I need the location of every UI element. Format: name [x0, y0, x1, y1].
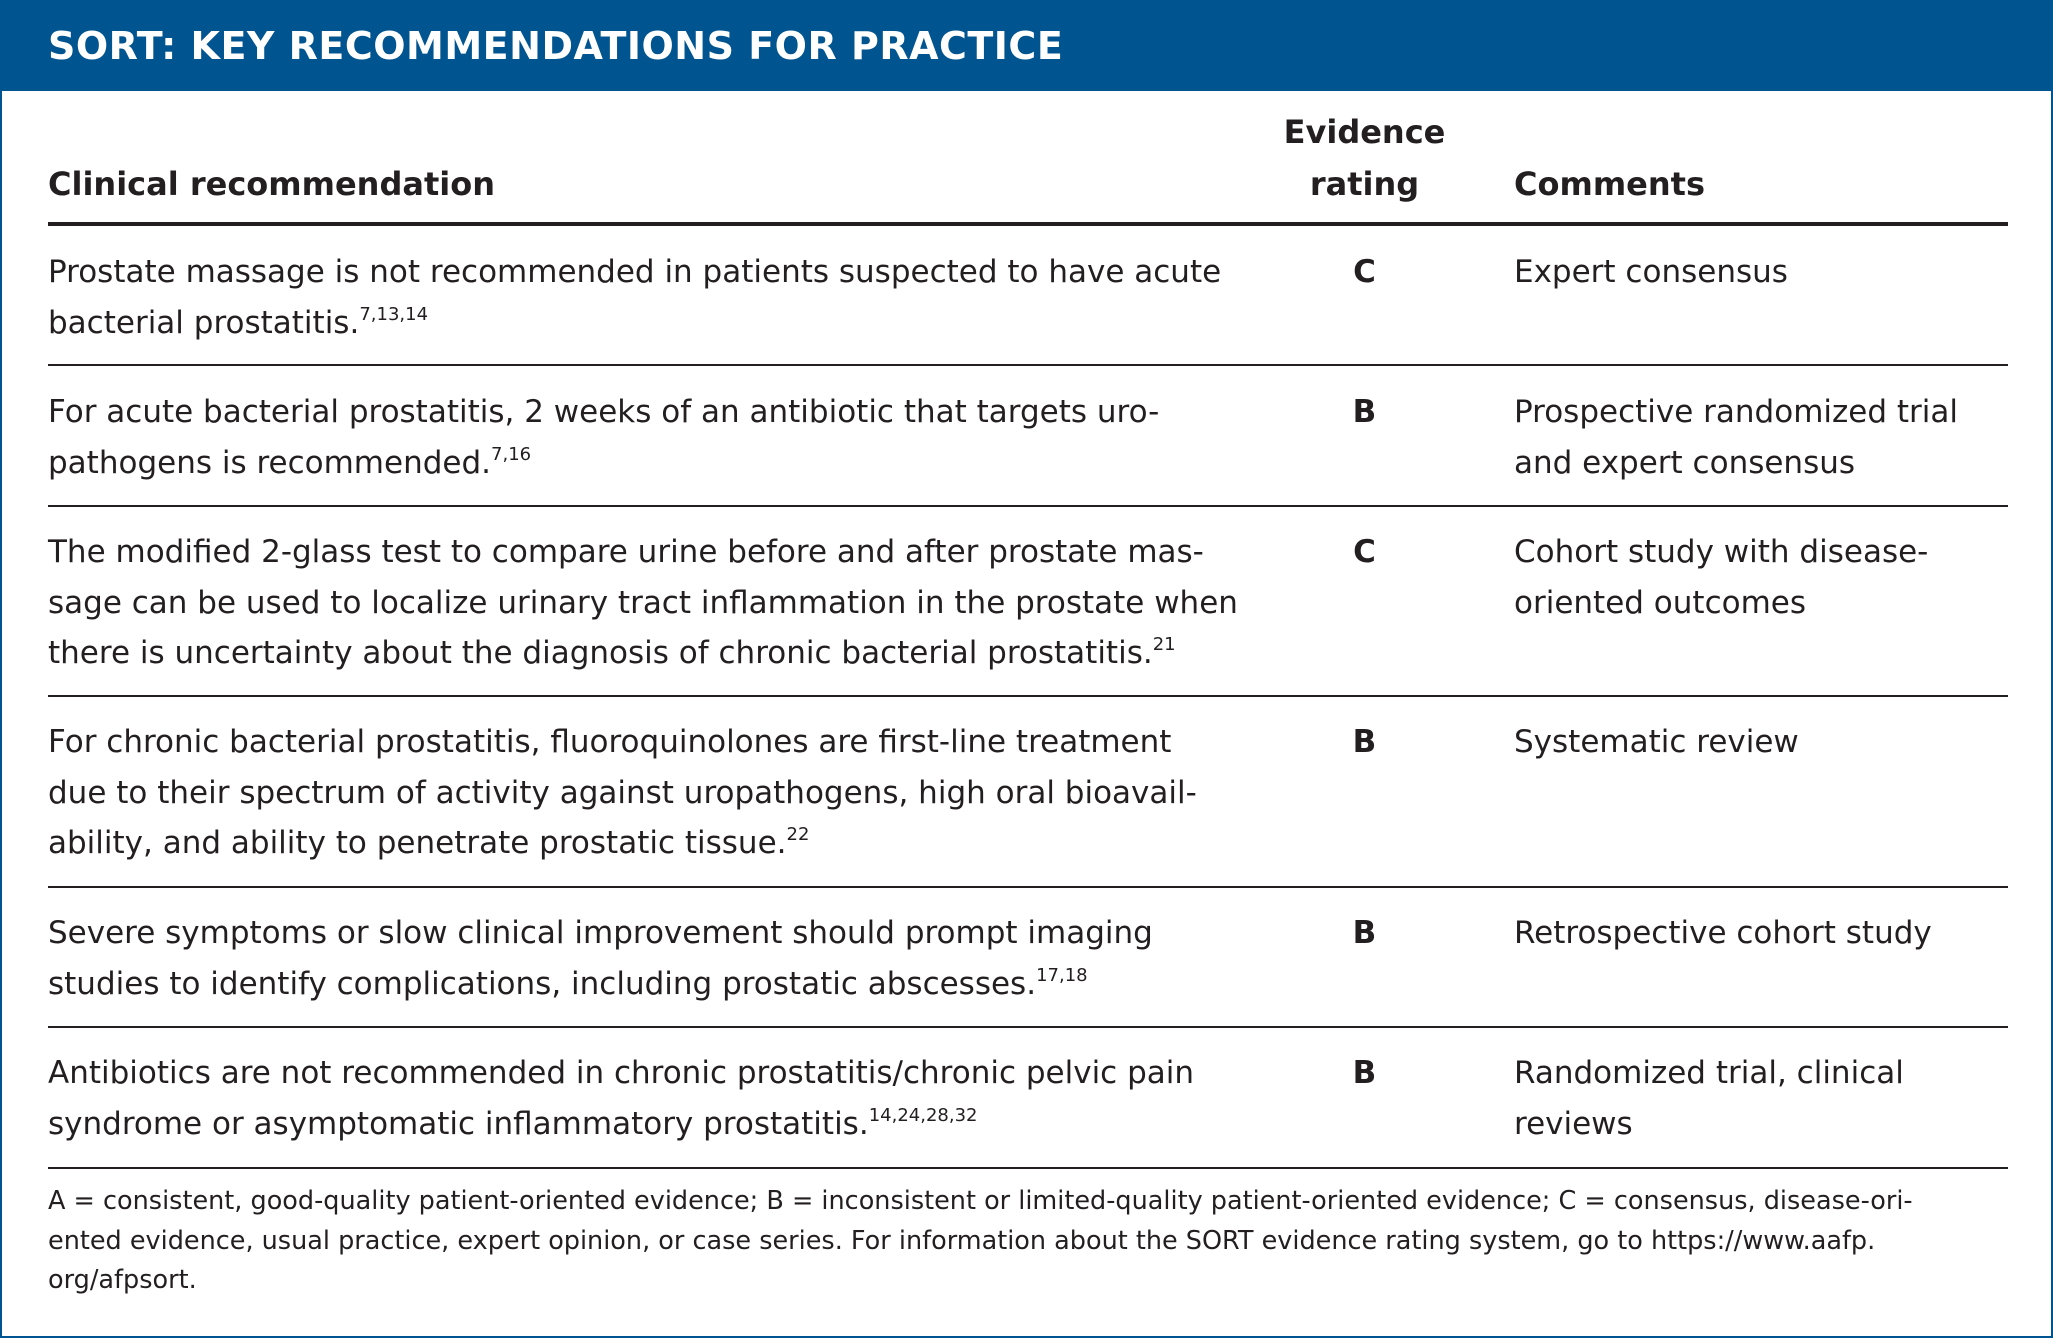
header-evidence-line1: Evidence [1283, 113, 1446, 151]
header-evidence-line2: rating [1309, 165, 1420, 203]
table-row-6-rating: B [1352, 1055, 1377, 1091]
rec-line: Prostate massage is not recommended in patients suspected to have acute [48, 254, 1222, 290]
table-row-5-comment [1514, 908, 2014, 959]
rec-line: bacterial prostatitis.$^{7,13,14}$ [48, 303, 429, 341]
table-row-4-comment [1514, 717, 2014, 768]
table-row-1-comment [1514, 247, 2014, 298]
comment-line: Cohort study with disease- [1514, 534, 1929, 570]
comment-line: Prospective randomized trial [1514, 394, 1959, 430]
reference-superscript: 14,24,28,32 [868, 1104, 978, 1126]
comment-line: Randomized trial, clinical [1514, 1055, 1904, 1091]
rec-line: due to their spectrum of activity against uropathogens, high oral bioavail- [48, 774, 1197, 811]
table-bottom-rule [48, 1167, 2008, 1169]
rec-line: For chronic bacterial prostatitis, fluoroquinolones are first-line treatment [48, 724, 1172, 760]
row-divider [48, 505, 2008, 507]
reference-superscript: 22 [786, 824, 810, 845]
row-divider [48, 695, 2008, 697]
banner-title: SORT: KEY RECOMMENDATIONS FOR PRACTICE [48, 24, 1064, 68]
rec-line: there is uncertainty about the diagnosis of chronic bacterial prostatitis.$^{21}$ [48, 634, 1176, 671]
footnote [48, 1182, 2013, 1301]
header-comments: Comments [1514, 165, 1705, 203]
table-row-2-comment [1514, 387, 2014, 488]
table-row-4-recommendation [48, 717, 1248, 869]
rec-line: Severe symptoms or slow clinical improvement should prompt imaging [48, 915, 1153, 951]
row-divider [48, 364, 2008, 366]
header-evidence-rating [1202, 106, 1527, 210]
header-rule [48, 222, 2008, 226]
table-row-6-comment [1514, 1048, 2014, 1149]
rec-line: syndrome or asymptomatic inflammatory prostatitis.$^{14,24,28,32}$ [48, 1104, 978, 1142]
row-divider [48, 886, 2008, 888]
rec-line: pathogens is recommended.$^{7,16}$ [48, 443, 532, 481]
table-row-5-recommendation [48, 908, 1248, 1009]
reference-superscript: 7,13,14 [359, 303, 429, 325]
rec-line: For acute bacterial prostatitis, 2 weeks of an antibiotic that targets uro- [48, 394, 1160, 430]
comment-line: reviews [1514, 1105, 1633, 1142]
rec-line: ability, and ability to penetrate prostatic tissue.$^{22}$ [48, 824, 810, 861]
reference-superscript: 21 [1152, 634, 1176, 655]
reference-superscript: 7,16 [491, 443, 532, 465]
footnote-line: ented evidence, usual practice, expert opinion, or case series. For information about the SORT evidence rating system, go to https://www.aafp. [48, 1225, 1876, 1256]
footnote-line: A = consistent, good-quality patient-oriented evidence; B = inconsistent or limited-quality patient-oriented evidence; C = consensus, disease-ori- [48, 1186, 1913, 1216]
rec-line: studies to identify complications, including prostatic abscesses.$^{17,18}$ [48, 964, 1088, 1002]
footnote-line: org/afpsort. [48, 1265, 197, 1295]
comment-line: Retrospective cohort study [1514, 915, 1932, 951]
comment-line: oriented outcomes [1514, 584, 1807, 621]
table-row-2-recommendation [48, 387, 1248, 488]
reference-superscript: 17,18 [1036, 964, 1088, 986]
table-row-1-recommendation [48, 247, 1248, 348]
title-banner [2, 2, 2051, 91]
table-row-3-recommendation [48, 527, 1248, 679]
table-row-5-rating: B [1352, 915, 1377, 951]
table-row-3-comment [1514, 527, 2014, 628]
table-row-4-rating: B [1352, 724, 1377, 760]
row-divider [48, 1026, 2008, 1028]
comment-line: Expert consensus [1514, 254, 1788, 290]
table-row-2-rating: B [1352, 394, 1377, 430]
header-clinical-recommendation: Clinical recommendation [48, 165, 495, 203]
table-row-6-recommendation [48, 1048, 1248, 1149]
table-row-1-rating: C [1353, 254, 1376, 290]
comment-line: Systematic review [1514, 724, 1799, 760]
rec-line: Antibiotics are not recommended in chronic prostatitis/chronic pelvic pain [48, 1055, 1195, 1091]
table-row-3-rating: C [1353, 534, 1376, 570]
rec-line: sage can be used to localize urinary tract inflammation in the prostate when [48, 584, 1238, 621]
comment-line: and expert consensus [1514, 444, 1856, 481]
rec-line: The modified 2-glass test to compare urine before and after prostate mas- [48, 534, 1204, 570]
